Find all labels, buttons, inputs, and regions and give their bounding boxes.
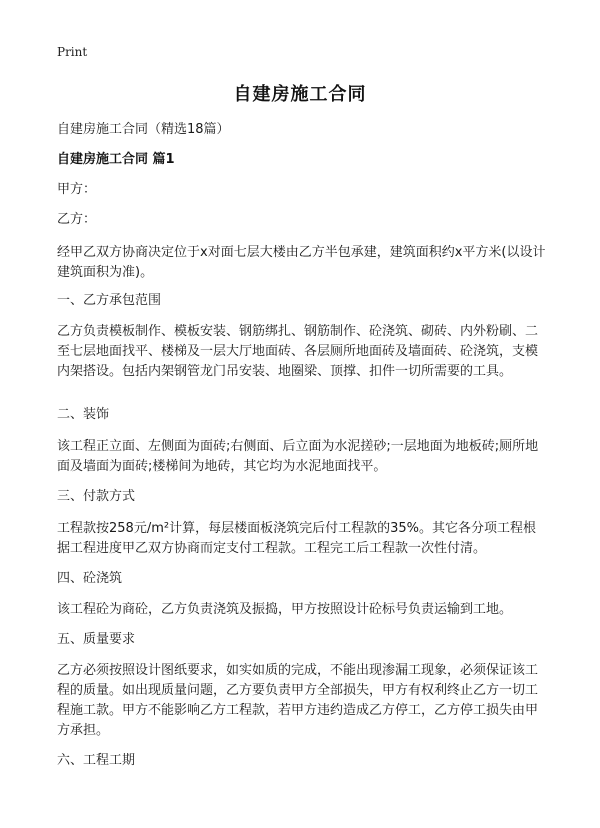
- clause-heading-4: 四、砼浇筑: [57, 571, 123, 586]
- document-title: 自建房施工合同: [233, 84, 367, 105]
- clause-heading-6: 六、工程工期: [57, 753, 136, 768]
- intro-paragraph: 经甲乙双方协商决定位于x对面七层大楼由乙方半包承建，建筑面积约x平方米(以设计建筑面积为准)。: [57, 245, 546, 280]
- clause-body-2: 该工程正立面、左侧面为面砖;右侧面、后立面为水泥搓砂;一层地面为地板砖;厕所地面及墙面为面砖;楼梯间为地砖，其它均为水泥地面找平。: [57, 439, 539, 474]
- print-link[interactable]: Print: [57, 45, 88, 59]
- document-subtitle: 自建房施工合同（精选18篇）: [57, 122, 230, 137]
- clause-heading-1: 一、乙方承包范围: [57, 293, 162, 308]
- party-a-label: 甲方：: [57, 182, 97, 197]
- clause-heading-5: 五、质量要求: [57, 632, 136, 647]
- clause-body-4: 该工程砼为商砼，乙方负责浇筑及振捣，甲方按照设计砼标号负责运输到工地。: [57, 602, 513, 617]
- clause-heading-3: 三、付款方式: [57, 489, 136, 504]
- clause-body-1: 乙方负责模板制作、模板安装、钢筋绑扎、钢筋制作、砼浇筑、砌砖、内外粉刷、二至七层地面找平、楼梯及一层大厅地面砖、各层厕所地面砖及墙面砖、砼浇筑，支模内架搭设。包括内架钢管龙门吊安装、地圈梁、顶撑、扣件一切所需要的工具。: [57, 324, 539, 379]
- clause-body-3: 工程款按258元/m²计算，每层楼面板浇筑完后付工程款的35%。其它各分项工程根据工程进度甲乙双方协商而定支付工程款。工程完工后工程款一次性付清。: [57, 521, 536, 556]
- clause-heading-2: 二、装饰: [57, 407, 110, 422]
- clause-body-5: 乙方必须按照设计图纸要求，如实如质的完成，不能出现渗漏工现象，必须保证该工程的质量。如出现质量问题，乙方要负责甲方全部损失，甲方有权利终止乙方一切工程施工款。甲方不能影响乙方工程款，若甲方违约造成乙方停工，乙方停工损失由甲方承担。: [57, 663, 539, 738]
- party-b-label: 乙方：: [57, 212, 97, 227]
- section-heading: 自建房施工合同 篇1: [57, 152, 175, 167]
